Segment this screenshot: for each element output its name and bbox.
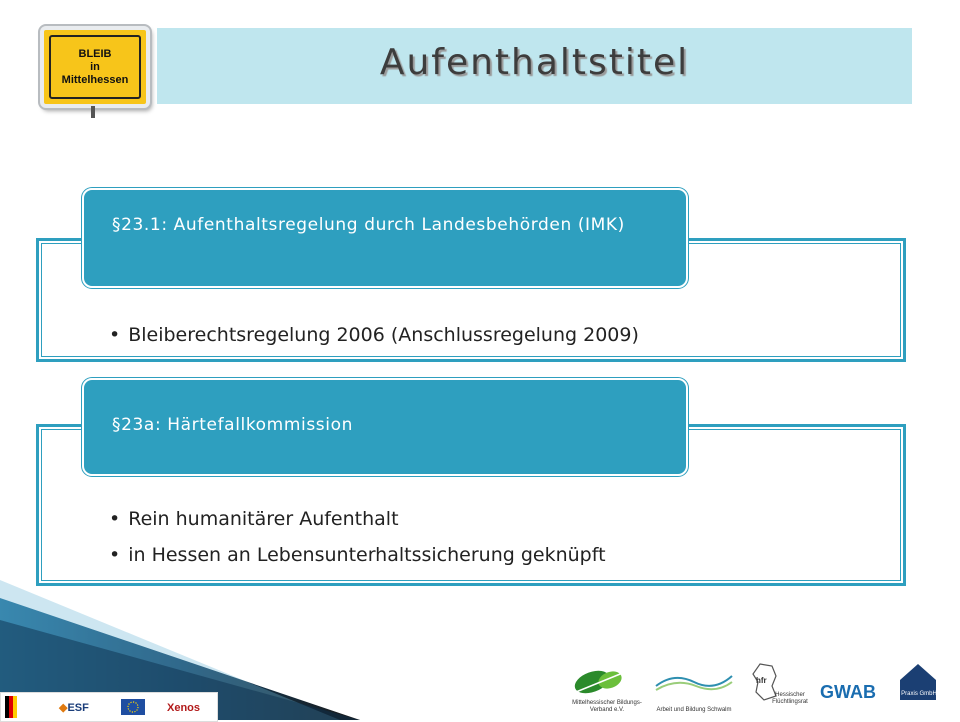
section-label-text: §23a: Härtefallkommission	[112, 415, 353, 435]
partner-caption: Praxis GmbH	[901, 691, 937, 697]
page-title: Aufenthaltstitel	[379, 42, 690, 83]
bullet-list	[109, 317, 639, 353]
town-sign-icon	[40, 26, 150, 108]
section-label-2	[82, 378, 688, 476]
partner-caption: Mittelhessischer Bildungs-Verband e.V.	[572, 700, 642, 713]
bullet-list	[109, 501, 606, 573]
title-bar	[157, 28, 912, 104]
section-label-text: §23.1: Aufenthaltsregelung durch Landesbehörden (IMK)	[112, 215, 625, 235]
partner-caption: Arbeit und Bildung Schwalm	[656, 707, 732, 713]
partner-caption: Hessischer Flüchtlingsrat	[772, 692, 808, 705]
logo-line-3: Mittelhessen	[61, 73, 129, 86]
bullet-item: • Rein humanitärer Aufenthalt	[109, 501, 606, 537]
bleib-logo	[38, 24, 148, 116]
federal-ministry-logo	[5, 696, 51, 718]
partner-logo-praxis	[898, 662, 940, 714]
bullet-item: • Bleiberechtsregelung 2006 (Anschlussregelung 2009)	[109, 317, 639, 353]
eu-flag-icon	[121, 696, 147, 718]
logo-line-1: BLEIB	[78, 47, 112, 60]
wave-icon	[654, 662, 734, 698]
leaf-icon	[570, 662, 644, 698]
gwab-label: GWAB	[820, 682, 876, 702]
partner-logo-hfr	[748, 662, 808, 714]
funding-logos	[0, 692, 218, 722]
partner-logo-mittelhessischer	[570, 662, 644, 714]
bullet-item: • in Hessen an Lebensunterhaltssicherung geknüpft	[109, 537, 606, 573]
xenos-logo: Xenos	[167, 702, 201, 714]
section-label-1	[82, 188, 688, 288]
sign-post	[91, 106, 95, 118]
partner-logo-schwalm	[654, 662, 734, 714]
logo-line-2: in	[90, 60, 100, 73]
partner-logo-gwab	[818, 662, 890, 714]
esf-logo: ◆ESF	[59, 702, 89, 714]
hfr-label: hfr	[756, 676, 767, 685]
